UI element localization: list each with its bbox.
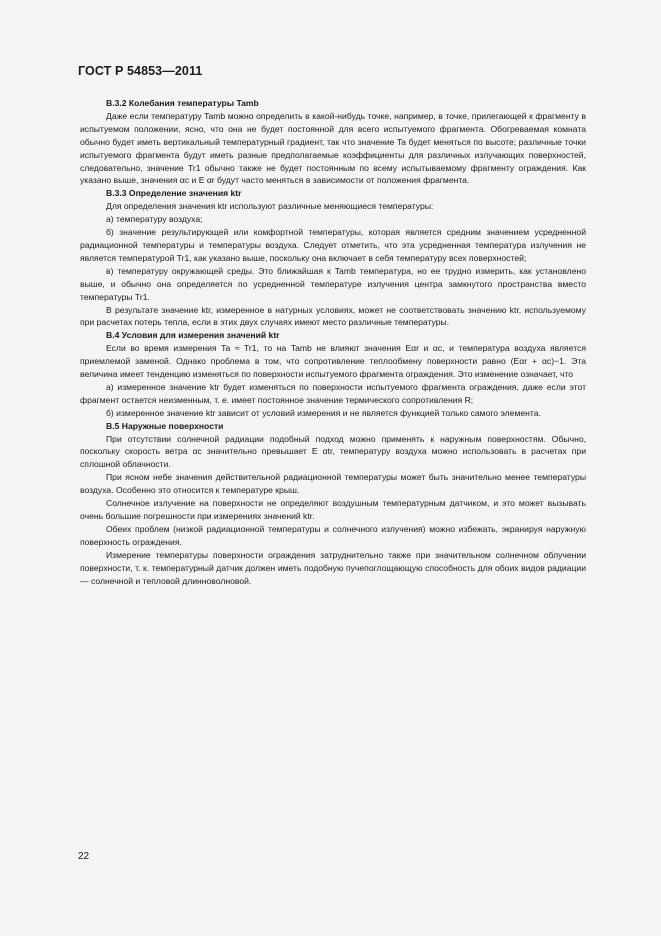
paragraph: При отсутствии солнечной радиации подобный подход можно применять к наружным поверхностям. Обычно, поскольку скорость ветра αc значительно превышает E αtr, температуру воздуха можно использовать в расчетах при сплошной облачности. (80, 433, 586, 470)
paragraph: Если во время измерения Ta ≈ Tr1, то на Tamb не влияют значения Eαr и αc, и температура воздуха является приемлемой заменой. Однако проблема в том, что сопротивление теплообмену поверхности равно (Eαr + αc)−1. Эта величина имеет тенденцию изменяться по поверхности испытуемого фрагмента ограждения. Это изменение означает, что (80, 343, 586, 380)
list-item: б) измеренное значение ktr зависит от условий измерения и не является функцией только самого элемента. (106, 407, 541, 418)
document-body (80, 97, 586, 587)
paragraph: Обеих проблем (низкой радиационной температуры и солнечного излучения) можно избежать, экранируя наружную поверхность ограждения. (80, 523, 586, 547)
section-heading: B.3.3 Определение значения ktr (106, 188, 242, 199)
paragraph: Даже если температуру Tamb можно определить в какой-нибудь точке, например, в точке, прилегающей к фрагменту в испытуемом положении, ясно, что она не будет постоянной для всего испытуемого фрагмента. Обогреваемая комната обычно будет иметь вертикальный температурный градиент, так что значение Ta будет меняться по высоте; различные точки испытуемого фрагмента будут иметь разные предполагаемые коэффициенты для различных излучающих поверхностей, следовательно, значение Tr1 обычно также не будет постоянным по всему испытываемому фрагменту ограждения. Как указано выше, значения αc и E αr будут часто меняться в зависимости от положения фрагмента. (80, 110, 586, 186)
paragraph: Измерение температуры поверхности ограждения затруднительно также при значительном солнечном облучении поверхности, т. к. температурный датчик должен иметь подобную пучепоглощающую способность для обоих видов радиации — солнечной и тепловой длинноволновой. (80, 549, 586, 586)
list-item: а) измеренное значение ktr будет изменяться по поверхности испытуемого фрагмента ограждения, даже если этот фрагмент остается неизменным, т. е. имеет постоянное значение термического сопротивления R; (80, 381, 586, 405)
document-header: ГОСТ Р 54853—2011 (78, 64, 203, 78)
paragraph: Солнечное излучение на поверхности не определяют воздушным температурным датчиком, и это может вызывать очень большие погрешности при измерениях значений ktr. (80, 498, 586, 521)
paragraph: В результате значение ktr, измеренное в натурных условиях, может не соответствовать значению ktr, используемому при расчетах потерь тепла, если в этих двух случаях имеют место различные температуры. (80, 304, 586, 328)
page-number: 22 (78, 851, 90, 862)
list-item: а) температуру воздуха; (106, 214, 203, 225)
section-heading: B.4 Условия для измерения значений ktr (106, 330, 280, 341)
list-item: в) температуру окружающей среды. Это ближайшая к Tamb температура, но ее трудно измерить, как установлено выше, и обычно она определяется по усредненной температуре излучения центра замкнутого пространства вместо температуры Tr1. (80, 265, 586, 302)
section-heading: B.3.2 Колебания температуры Tamb (106, 98, 259, 108)
paragraph: Для определения значения ktr используют различные меняющиеся температуры: (106, 201, 434, 212)
list-item: б) значение результирующей или комфортной температуры, которая является средним значением усредненной радиационной температуры и температуры воздуха. Следует отметить, что эта усредненная температура излучения не является температурой Tr1, как указано выше, поскольку она включает в себя температуру всех поверхностей; (80, 227, 586, 263)
section-heading: B.5 Наружные поверхности (106, 420, 224, 431)
paragraph: При ясном небе значения действительной радиационной температуры может быть значительно менее температуры воздуха. Особенно это относится к температуре крыш. (80, 472, 586, 496)
